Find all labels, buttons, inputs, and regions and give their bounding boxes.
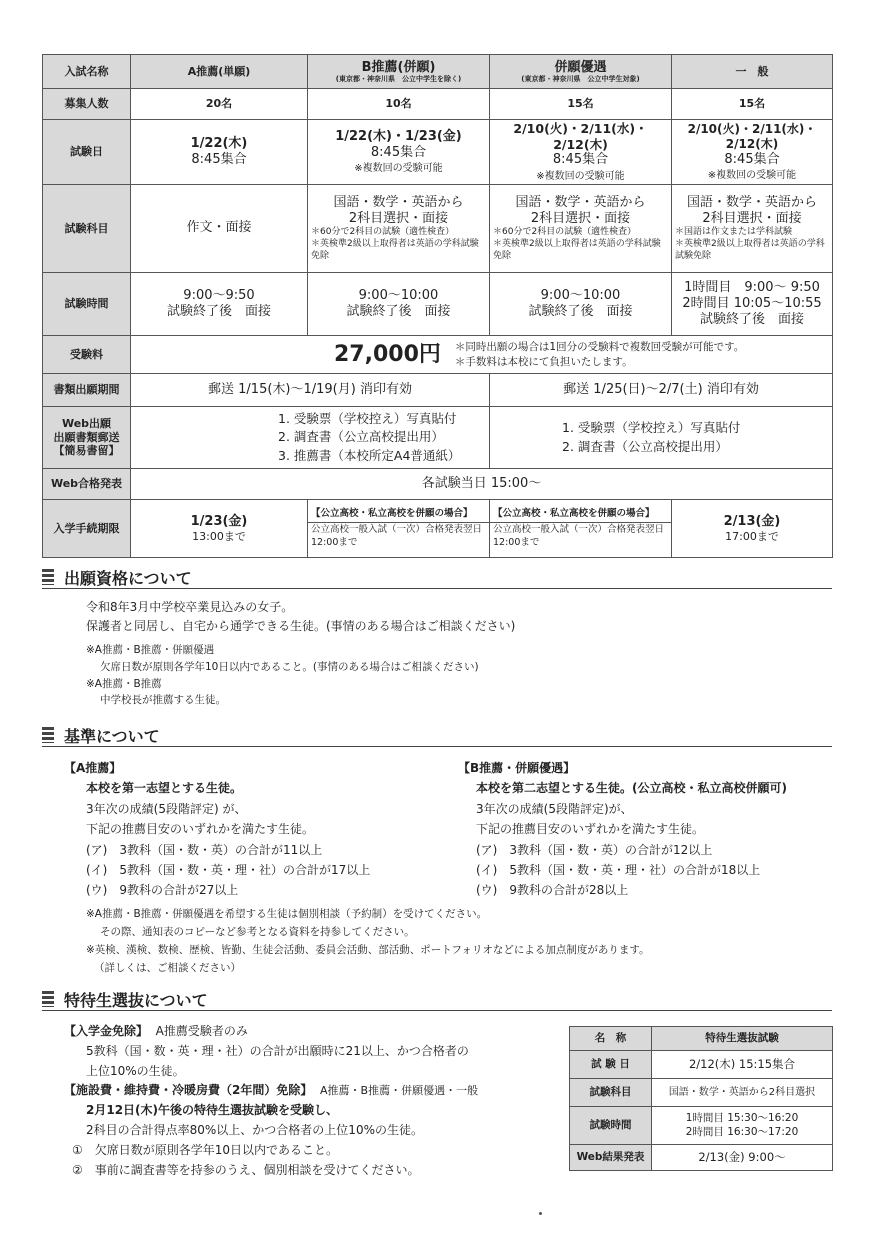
admission-time: 13:00まで (192, 529, 246, 543)
criteria-a-block (64, 758, 444, 901)
criteria-a-line: (ウ) 9教科の合計が27以上 (86, 883, 239, 898)
table-row (43, 273, 833, 336)
exam-date-d (672, 120, 833, 185)
time-line: 9:00〜10:00 (358, 287, 439, 303)
time-c (490, 273, 672, 336)
subjects-line: 2科目選択・面接 (348, 210, 449, 226)
criteria-a-line: 本校を第一志望とする生徒。 (86, 781, 243, 796)
date-value: 1/22(木) (190, 135, 248, 151)
row-label: 試験科目 (570, 1079, 652, 1107)
date-note: ※複数回の受験可能 (354, 163, 443, 174)
subjects-c (490, 185, 672, 273)
table-row (570, 1051, 833, 1079)
admission-c-text: 公立高校一般入試（一次）合格発表翌日12:00まで (493, 523, 665, 548)
admission-date: 1/23(金) (190, 513, 248, 529)
qualification-note: ※A推薦・B推薦・併願優遇 (86, 644, 215, 656)
section-title: 出願資格について (64, 569, 192, 588)
doc-item: 3. 推薦書（本校所定A4普通紙） (278, 447, 461, 463)
row-label (43, 407, 131, 469)
subjects-note: ＊60分で2科目の試験（適性検査） (493, 227, 637, 238)
time-line: 2時間目 10:05〜10:55 (682, 295, 822, 311)
time-line: 試験終了後 面接 (166, 304, 271, 319)
admission-c-title: 【公立高校・私立高校を併願の場合】 (490, 508, 671, 523)
row-label: 試験時間 (570, 1107, 652, 1145)
row-label: 試験日 (43, 120, 131, 185)
scholarship-line: 2月12日(木)午後の特待生選抜試験を受験し、 (86, 1103, 339, 1118)
date-value: 2/10(火)・2/11(水)・2/12(木) (687, 121, 817, 151)
header-b-note: (東京都・神奈川県 公立中学生を除く) (335, 74, 462, 83)
admission-d (672, 500, 833, 558)
criteria-a-line: 下記の推薦目安のいずれかを満たす生徒。 (86, 822, 315, 837)
date-value: 2/10(火)・2/11(水)・2/12(木) (513, 121, 648, 152)
date-note: ※複数回の受験可能 (536, 170, 625, 182)
subjects-note: ＊60分で2科目の試験（適性検査） (311, 227, 455, 238)
header-b-title: B推薦(併願) (361, 59, 436, 75)
criteria-b-block (458, 758, 838, 901)
qualification-line: 令和8年3月中学校卒業見込みの女子。 (86, 600, 294, 614)
section-bar-icon (42, 569, 54, 585)
qualification-notes (86, 642, 479, 709)
criteria-note: ※英検、漢検、数検、歴検、皆勤、生徒会活動、委員会活動、部活動、ポートフォリオなどによる加点制度があります。 (86, 943, 650, 956)
time-line: 9:00〜10:00 (540, 287, 621, 303)
header-a: A推薦(単願) (131, 55, 308, 89)
page-dot (539, 1212, 542, 1215)
row-label: 試 験 日 (570, 1051, 652, 1079)
time-d (672, 273, 833, 336)
exam-schedule-table (42, 54, 833, 558)
qualification-note: ※A推薦・B推薦 (86, 677, 162, 690)
subjects-note: ＊国語は作文または学科試験 (675, 227, 793, 238)
scholarship-title: 【施設費・維持費・冷暖房費（2年間）免除】 (64, 1083, 313, 1098)
qualification-note: 中学校長が推薦する生徒。 (100, 694, 226, 707)
qualification-note: 欠席日数が原則各学年10日以内であること。(事情のある場合はご相談ください) (100, 660, 479, 673)
header-c (490, 55, 672, 89)
criteria-b-line: 3年次の成績(5段階評定)が、 (476, 801, 633, 816)
qualification-line: 保護者と同居し、自宅から通学できる生徒。(事情のある場合はご相談ください) (86, 618, 516, 633)
table-row (570, 1079, 833, 1107)
date-note: ※複数回の受験可能 (707, 169, 797, 181)
scholarship-line: 上位10%の生徒。 (86, 1063, 185, 1078)
subjects-d (672, 185, 833, 273)
admission-b (308, 500, 490, 558)
criteria-a-line: (イ) 5教科（国・数・英・理・社）の合計が17以上 (86, 862, 371, 877)
table-row (570, 1145, 833, 1171)
capacity-d: 15名 (672, 89, 833, 120)
row-value: 国語・数学・英語から2科目選択 (652, 1079, 833, 1107)
period-ab: 郵送 1/15(木)〜1/19(月) 消印有効 (131, 374, 490, 407)
table-row (43, 500, 833, 558)
subjects-line: 国語・数学・英語から (686, 194, 817, 210)
doc-item: 1. 受験票（学校控え）写真貼付 (562, 420, 741, 436)
capacity-a: 20名 (131, 89, 308, 120)
subjects-note: ＊英検準2級以上取得者は英語の学科試験免除 (493, 238, 661, 261)
capacity-b: 10名 (308, 89, 490, 120)
section-scholarship-header (42, 988, 832, 1011)
table-row (43, 469, 833, 500)
header-d: 一 般 (672, 55, 833, 89)
result-value: 各試験当日 15:00〜 (131, 469, 833, 500)
capacity-c: 15名 (490, 89, 672, 120)
section-qualification-header (42, 566, 832, 589)
subjects-line: 2科目選択・面接 (530, 210, 631, 226)
table-row (43, 336, 833, 374)
row-label: Web合格発表 (43, 469, 131, 500)
scholarship-exam-table (569, 1026, 833, 1171)
web-documents-ab (131, 407, 490, 469)
time-line: 9:00〜9:50 (183, 287, 255, 303)
subjects-note: ＊英検準2級以上取得者は英語の学科試験免除 (311, 238, 479, 261)
scholarship-title: 【入学金免除】 (64, 1024, 149, 1038)
table-row (43, 374, 833, 407)
criteria-notes (86, 906, 826, 977)
scholarship-line: 2科目の合計得点率80%以上、かつ合格者の上位10%の生徒。 (86, 1122, 423, 1137)
criteria-note: ※A推薦・B推薦・併願優遇を希望する生徒は個別相談（予約制）を受けてください。 (86, 908, 488, 920)
criteria-b-line: (ア) 3教科（国・数・英）の合計が12以上 (476, 842, 713, 857)
section-bar-icon (42, 727, 54, 743)
criteria-a-line: (ア) 3教科（国・数・英）の合計が11以上 (86, 842, 323, 857)
row-label: 書類出願期間 (43, 374, 131, 407)
scholarship-item-1 (64, 1022, 564, 1042)
table-row (43, 407, 833, 469)
header-b (308, 55, 490, 89)
subjects-note: ＊英検準2級以上取得者は英語の学科試験免除 (675, 238, 825, 261)
criteria-b-line: (ウ) 9教科の合計が28以上 (476, 883, 629, 898)
exam-date-a (131, 120, 308, 185)
table-row (570, 1027, 833, 1051)
admission-time: 17:00まで (725, 529, 779, 543)
criteria-a-line: 3年次の成績(5段階評定) が、 (86, 801, 247, 816)
criteria-note: その際、通知表のコピーなど参考となる資料を持参してください。 (100, 925, 415, 938)
table-row (43, 120, 833, 185)
row-label: 名 称 (570, 1027, 652, 1051)
exam-date-b (308, 120, 490, 185)
table-row (43, 185, 833, 273)
criteria-b-line: 本校を第二志望とする生徒。(公立高校・私立高校併願可) (476, 781, 787, 796)
fee-cell (131, 336, 833, 374)
doc-item: 2. 調査書（公立高校提出用） (278, 429, 444, 445)
time-b (308, 273, 490, 336)
time-line: 1時間目 15:30〜16:20 (685, 1111, 799, 1124)
fee-note: ＊手数料は本校にて負担いたします。 (454, 355, 633, 368)
scholarship-condition: ② 事前に調査書等を持参のうえ、個別相談を受けてください。 (72, 1162, 420, 1177)
subjects-b (308, 185, 490, 273)
row-label: 試験科目 (43, 185, 131, 273)
subjects-a: 作文・面接 (131, 185, 308, 273)
subjects-line: 国語・数学・英語から (333, 194, 464, 210)
row-label: 試験時間 (43, 273, 131, 336)
criteria-note: （詳しくは、ご相談ください） (94, 961, 241, 974)
table-row (43, 55, 833, 89)
scholarship-condition: ① 欠席日数が原則各学年10日以内であること。 (72, 1142, 339, 1157)
subjects-line: 2科目選択・面接 (702, 210, 802, 226)
section-title: 特待生選抜について (64, 991, 208, 1010)
date-value: 1/22(木)・1/23(金) (335, 128, 462, 144)
row-value (652, 1107, 833, 1145)
fee-note: ＊同時出願の場合は1回分の受験料で複数回受験が可能です。 (454, 341, 745, 354)
scholarship-target: A推薦受験者のみ (155, 1024, 248, 1038)
period-cd: 郵送 1/25(日)〜2/7(土) 消印有効 (490, 374, 833, 407)
time-line: 試験終了後 面接 (699, 312, 804, 328)
time-a (131, 273, 308, 336)
header-value: 特待生選抜試験 (652, 1027, 833, 1051)
row-value: 2/12(木) 15:15集合 (652, 1051, 833, 1079)
scholarship-item-2 (64, 1081, 564, 1101)
fee-notes (455, 340, 744, 368)
time-line: 2時間目 16:30〜17:20 (685, 1125, 799, 1138)
section-bar-icon (42, 991, 54, 1007)
row-label: 募集人数 (43, 89, 131, 120)
admission-b-text: 公立高校一般入試（一次）合格発表翌日12:00まで (311, 523, 483, 548)
admission-c (490, 500, 672, 558)
admission-a (131, 500, 308, 558)
time-line: 試験終了後 面接 (528, 304, 633, 319)
row-label: 受験料 (43, 336, 131, 374)
gather-time: 8:45集合 (370, 144, 427, 160)
row-label-line: 【簡易書留】 (53, 444, 120, 458)
fee-amount: 27,000円 (334, 341, 441, 367)
subjects-line: 国語・数学・英語から (515, 194, 646, 210)
criteria-a-title: 【A推薦】 (64, 761, 122, 775)
time-line: 1時間目 9:00〜 9:50 (684, 279, 820, 295)
row-label-line: 出願書類郵送 (53, 430, 120, 444)
gather-time: 8:45集合 (552, 152, 609, 168)
row-label: Web結果発表 (570, 1145, 652, 1171)
criteria-b-title: 【B推薦・併願優遇】 (458, 761, 576, 775)
gather-time: 8:45集合 (724, 151, 780, 167)
scholarship-block (64, 1022, 564, 1180)
scholarship-target: A推薦・B推薦・併願優遇・一般 (320, 1084, 479, 1098)
doc-item: 1. 受験票（学校控え）写真貼付 (278, 411, 457, 427)
row-label-line: Web出願 (61, 416, 112, 430)
qualification-text (86, 598, 515, 635)
admission-b-title: 【公立高校・私立高校を併願の場合】 (308, 508, 489, 523)
doc-item: 2. 調査書（公立高校提出用） (562, 438, 728, 454)
header-c-title: 併願優遇 (554, 59, 607, 75)
criteria-b-line: (イ) 5教科（国・数・英・理・社）の合計が18以上 (476, 862, 761, 877)
row-label: 入学手続期限 (43, 500, 131, 558)
exam-date-c (490, 120, 672, 185)
admission-date: 2/13(金) (723, 513, 781, 529)
criteria-b-line: 下記の推薦目安のいずれかを満たす生徒。 (476, 822, 705, 837)
section-criteria-header (42, 724, 832, 747)
scholarship-line: 5教科（国・数・英・理・社）の合計が出願時に21以上、かつ合格者の (86, 1043, 469, 1058)
section-title: 基準について (64, 727, 160, 746)
gather-time: 8:45集合 (191, 152, 247, 167)
table-row (43, 89, 833, 120)
row-value: 2/13(金) 9:00〜 (652, 1145, 833, 1171)
web-documents-cd (490, 407, 833, 469)
table-row (570, 1107, 833, 1145)
time-line: 試験終了後 面接 (346, 304, 451, 319)
header-c-note: (東京都・神奈川県 公立中学生対象) (521, 74, 640, 83)
header-label: 入試名称 (43, 55, 131, 89)
